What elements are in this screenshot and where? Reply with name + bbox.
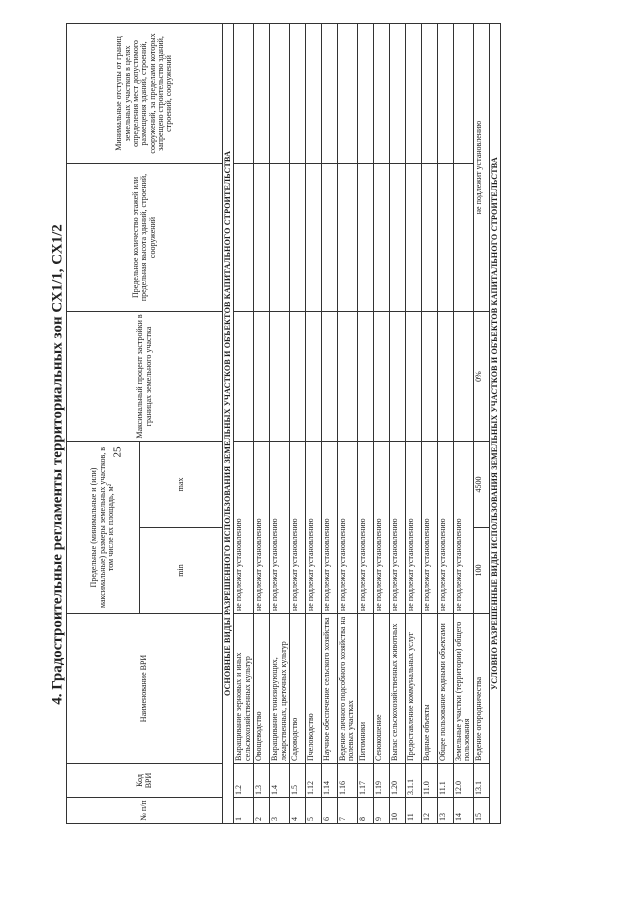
header-no: № п/п <box>67 798 223 824</box>
section-conditional-row <box>489 23 500 823</box>
row-number: 2 <box>254 798 270 824</box>
page-number: 25 <box>111 446 124 458</box>
table-row <box>473 23 489 823</box>
row-floors <box>234 163 254 311</box>
row-number: 10 <box>389 798 405 824</box>
row-code: 1.19 <box>373 764 389 798</box>
table-row <box>421 23 437 823</box>
header-setback: Минимальные отступы от границ земельных участков в целях определения мест допустимого размещения зданий, строений, сооружений, за пределами которых запрещено строительство зданий, строений, сооружений <box>67 23 223 163</box>
row-number: 1 <box>234 798 254 824</box>
row-number: 8 <box>357 798 373 824</box>
row-name: Общее пользование водными объектами <box>437 614 453 764</box>
row-not-set: не подлежит установлению <box>473 23 489 311</box>
row-not-set: не подлежат установлению <box>254 441 270 613</box>
row-percent <box>234 311 254 441</box>
row-floors <box>405 163 421 311</box>
row-percent <box>254 311 270 441</box>
row-number: 15 <box>473 798 489 824</box>
header-min: min <box>140 528 223 614</box>
row-name: Водные объекты <box>421 614 437 764</box>
table-row <box>405 23 421 823</box>
table-row <box>270 23 290 823</box>
row-name: Питомники <box>357 614 373 764</box>
row-percent <box>321 311 337 441</box>
table-row <box>437 23 453 823</box>
row-floors <box>321 163 337 311</box>
header-floors: Предельное количество этажей или предельная высота зданий, строений, сооружений <box>67 163 223 311</box>
row-setback <box>289 23 305 163</box>
row-setback <box>337 23 357 163</box>
row-setback <box>421 23 437 163</box>
row-floors <box>389 163 405 311</box>
table-row <box>357 23 373 823</box>
row-floors <box>421 163 437 311</box>
row-not-set: не подлежат установлению <box>234 441 254 613</box>
row-name: Предоставление коммунальных услуг <box>405 614 421 764</box>
row-floors <box>437 163 453 311</box>
row-percent <box>373 311 389 441</box>
row-name: Ведение огородничества <box>473 614 489 764</box>
row-percent: 0% <box>473 311 489 441</box>
row-not-set: не подлежат установлению <box>270 441 290 613</box>
row-code: 1.2 <box>234 764 254 798</box>
row-code: 1.5 <box>289 764 305 798</box>
row-floors <box>289 163 305 311</box>
header-name: Наименование ВРИ <box>67 614 223 764</box>
row-number: 9 <box>373 798 389 824</box>
table-row <box>321 23 337 823</box>
row-floors <box>357 163 373 311</box>
table-row <box>289 23 305 823</box>
row-code: 1.12 <box>305 764 321 798</box>
section-conditional: УСЛОВНО РАЗРЕШЕННЫЕ ВИДЫ ИСПОЛЬЗОВАНИЯ ЗЕМЕЛЬНЫХ УЧАСТКОВ И ОБЪЕКТОВ КАПИТАЛЬНОГО СТРОИТЕЛЬСТВА <box>489 23 500 823</box>
row-code: 1.20 <box>389 764 405 798</box>
row-number: 5 <box>305 798 321 824</box>
row-code: 11.1 <box>437 764 453 798</box>
row-setback <box>234 23 254 163</box>
regulations-table-container <box>66 24 582 824</box>
row-name: Выпас сельскохозяйственных животных <box>389 614 405 764</box>
row-floors <box>270 163 290 311</box>
row-number: 7 <box>337 798 357 824</box>
row-name: Овощеводство <box>254 614 270 764</box>
row-not-set: не подлежат установлению <box>305 441 321 613</box>
row-number: 6 <box>321 798 337 824</box>
row-not-set: не подлежат установлению <box>337 441 357 613</box>
row-percent <box>305 311 321 441</box>
table-row <box>305 23 321 823</box>
row-percent <box>337 311 357 441</box>
row-not-set: не подлежат установлению <box>389 441 405 613</box>
table-row <box>234 23 254 823</box>
row-percent <box>437 311 453 441</box>
table-row <box>453 23 473 823</box>
row-name: Ведение личного подсобного хозяйства на полевых участках <box>337 614 357 764</box>
row-floors <box>453 163 473 311</box>
row-floors <box>373 163 389 311</box>
header-percent: Максимальный процент застройки в границах земельного участка <box>67 311 223 441</box>
row-code: 13.1 <box>473 764 489 798</box>
page-title: 4. Градостроительные регламенты территориальных зон СХ1/1, СХ1/2 <box>49 224 66 705</box>
row-min: 100 <box>473 528 489 614</box>
row-number: 3 <box>270 798 290 824</box>
row-not-set: не подлежат установлению <box>357 441 373 613</box>
row-floors <box>254 163 270 311</box>
row-number: 13 <box>437 798 453 824</box>
row-not-set: не подлежат установлению <box>321 441 337 613</box>
row-not-set: не подлежат установлению <box>373 441 389 613</box>
header-sizes: Предельные (минимальные и (или) максимальные) размеры земельных участков, в том числе их площадь, м² <box>67 441 140 613</box>
row-setback <box>254 23 270 163</box>
row-max: 4500 <box>473 441 489 527</box>
row-code: 1.16 <box>337 764 357 798</box>
row-name: Выращивание тонизирующих, лекарственных, цветочных культур <box>270 614 290 764</box>
row-setback <box>437 23 453 163</box>
row-floors <box>337 163 357 311</box>
row-name: Садоводство <box>289 614 305 764</box>
table-row <box>389 23 405 823</box>
row-setback <box>357 23 373 163</box>
row-percent <box>357 311 373 441</box>
row-percent <box>270 311 290 441</box>
row-not-set: не подлежат установлению <box>453 441 473 613</box>
row-percent <box>289 311 305 441</box>
regulations-table <box>66 23 501 824</box>
header-code: Код ВРИ <box>67 764 223 798</box>
row-percent <box>389 311 405 441</box>
row-code: 1.14 <box>321 764 337 798</box>
row-number: 11 <box>405 798 421 824</box>
row-name: Сенокошение <box>373 614 389 764</box>
row-percent <box>453 311 473 441</box>
row-code: 3.1.1 <box>405 764 421 798</box>
row-name: Пчеловодство <box>305 614 321 764</box>
row-number: 12 <box>421 798 437 824</box>
row-not-set: не подлежат установлению <box>421 441 437 613</box>
row-setback <box>453 23 473 163</box>
row-name: Земельные участки (территории) общего пользования <box>453 614 473 764</box>
row-number: 4 <box>289 798 305 824</box>
row-code: 1.3 <box>254 764 270 798</box>
row-percent <box>405 311 421 441</box>
row-setback <box>270 23 290 163</box>
row-name: Научное обеспечение сельского хозяйства <box>321 614 337 764</box>
table-row <box>337 23 357 823</box>
row-name: Выращивание зерновых и иных сельскохозяйственных культур <box>234 614 254 764</box>
row-code: 11.0 <box>421 764 437 798</box>
row-floors <box>305 163 321 311</box>
row-code: 1.4 <box>270 764 290 798</box>
table-row <box>254 23 270 823</box>
row-not-set: не подлежат установлению <box>289 441 305 613</box>
row-setback <box>405 23 421 163</box>
row-setback <box>305 23 321 163</box>
table-row <box>373 23 389 823</box>
row-setback <box>373 23 389 163</box>
row-number: 14 <box>453 798 473 824</box>
row-not-set: не подлежат установлению <box>437 441 453 613</box>
row-setback <box>389 23 405 163</box>
row-code: 12.0 <box>453 764 473 798</box>
header-max: max <box>140 441 223 527</box>
row-not-set: не подлежат установлению <box>405 441 421 613</box>
row-code: 1.17 <box>357 764 373 798</box>
row-percent <box>421 311 437 441</box>
section-main: ОСНОВНЫЕ ВИДЫ РАЗРЕШЕННОГО ИСПОЛЬЗОВАНИЯ ЗЕМЕЛЬНЫХ УЧАСТКОВ И ОБЪЕКТОВ КАПИТАЛЬНОГО СТРОИТЕЛЬСТВА <box>223 23 234 823</box>
row-setback <box>321 23 337 163</box>
